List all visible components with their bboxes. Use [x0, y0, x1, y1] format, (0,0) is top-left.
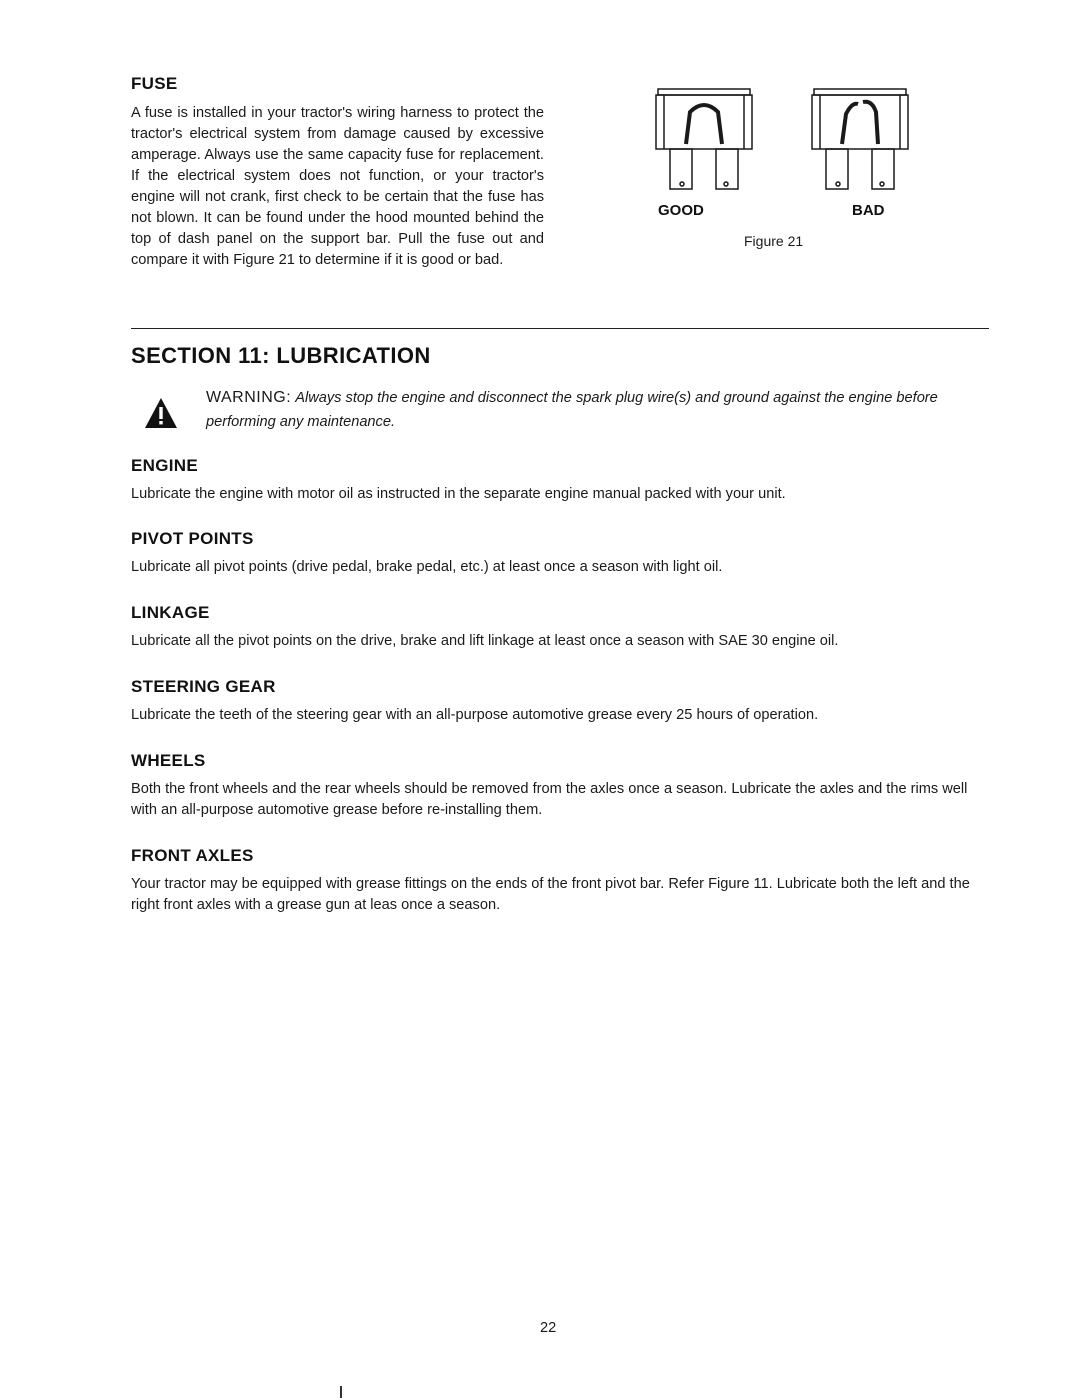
- engine-paragraph: Lubricate the engine with motor oil as instructed in the separate engine manual packed with your unit.: [131, 486, 786, 502]
- page-number: 22: [540, 1320, 557, 1336]
- steering-gear-paragraph: Lubricate the teeth of the steering gear with an all-purpose automotive grease every 25 hours of operation.: [131, 707, 819, 723]
- engine-heading: ENGINE: [131, 456, 198, 475]
- bad-fuse-illustration: [812, 89, 908, 189]
- section-title: SECTION 11: LUBRICATION: [131, 343, 431, 368]
- scan-mark: [340, 1386, 342, 1398]
- linkage-paragraph: Lubricate all the pivot points on the drive, brake and lift linkage at least once a season with SAE 30 engine oil.: [131, 633, 839, 649]
- warning-triangle-icon: [144, 396, 178, 430]
- warning-label: WARNING:: [206, 389, 292, 406]
- good-label: GOOD: [658, 202, 704, 219]
- pivot-points-paragraph: Lubricate all pivot points (drive pedal, brake pedal, etc.) at least once a season with light oil.: [131, 559, 723, 575]
- bad-label: BAD: [852, 202, 885, 219]
- warning-block: [206, 386, 996, 434]
- fuse-paragraph: A fuse is installed in your tractor's wiring harness to protect the tractor's electrical system from damage caused by excessive amperage. Always use the same capacity fuse for replacement. If the electrical system does not function, or your tractor's engine will not crank, first check to be certain that the fuse has not blown. It can be found under the hood mounted behind the top of dash panel on the support bar. Pull the fuse out and compare it with Figure 21 to determine if it is good or bad.: [131, 105, 544, 268]
- fuse-heading: FUSE: [131, 74, 178, 93]
- fuse-diagram: [600, 80, 1000, 210]
- wheels-heading: WHEELS: [131, 751, 206, 770]
- section-divider: [131, 328, 989, 329]
- front-axles-heading: FRONT AXLES: [131, 846, 254, 865]
- steering-gear-heading: STEERING GEAR: [131, 677, 276, 696]
- figure-caption: Figure 21: [744, 233, 804, 249]
- linkage-heading: LINKAGE: [131, 603, 210, 622]
- front-axles-paragraph: Your tractor may be equipped with grease fittings on the ends of the front pivot bar. Refer Figure 11. Lubricate both the left and the right front axles with a grease gun at leas once a season.: [131, 876, 970, 913]
- good-fuse-illustration: [656, 89, 752, 189]
- warning-message: Always stop the engine and disconnect the spark plug wire(s) and ground against the engine before performing any maintenance.: [206, 390, 938, 430]
- pivot-points-heading: PIVOT POINTS: [131, 529, 254, 548]
- wheels-paragraph: Both the front wheels and the rear wheels should be removed from the axles once a season. Lubricate the axles and the rims well with an all-purpose automotive grease before re-installing them.: [131, 781, 968, 818]
- fuse-figure: [600, 80, 1000, 270]
